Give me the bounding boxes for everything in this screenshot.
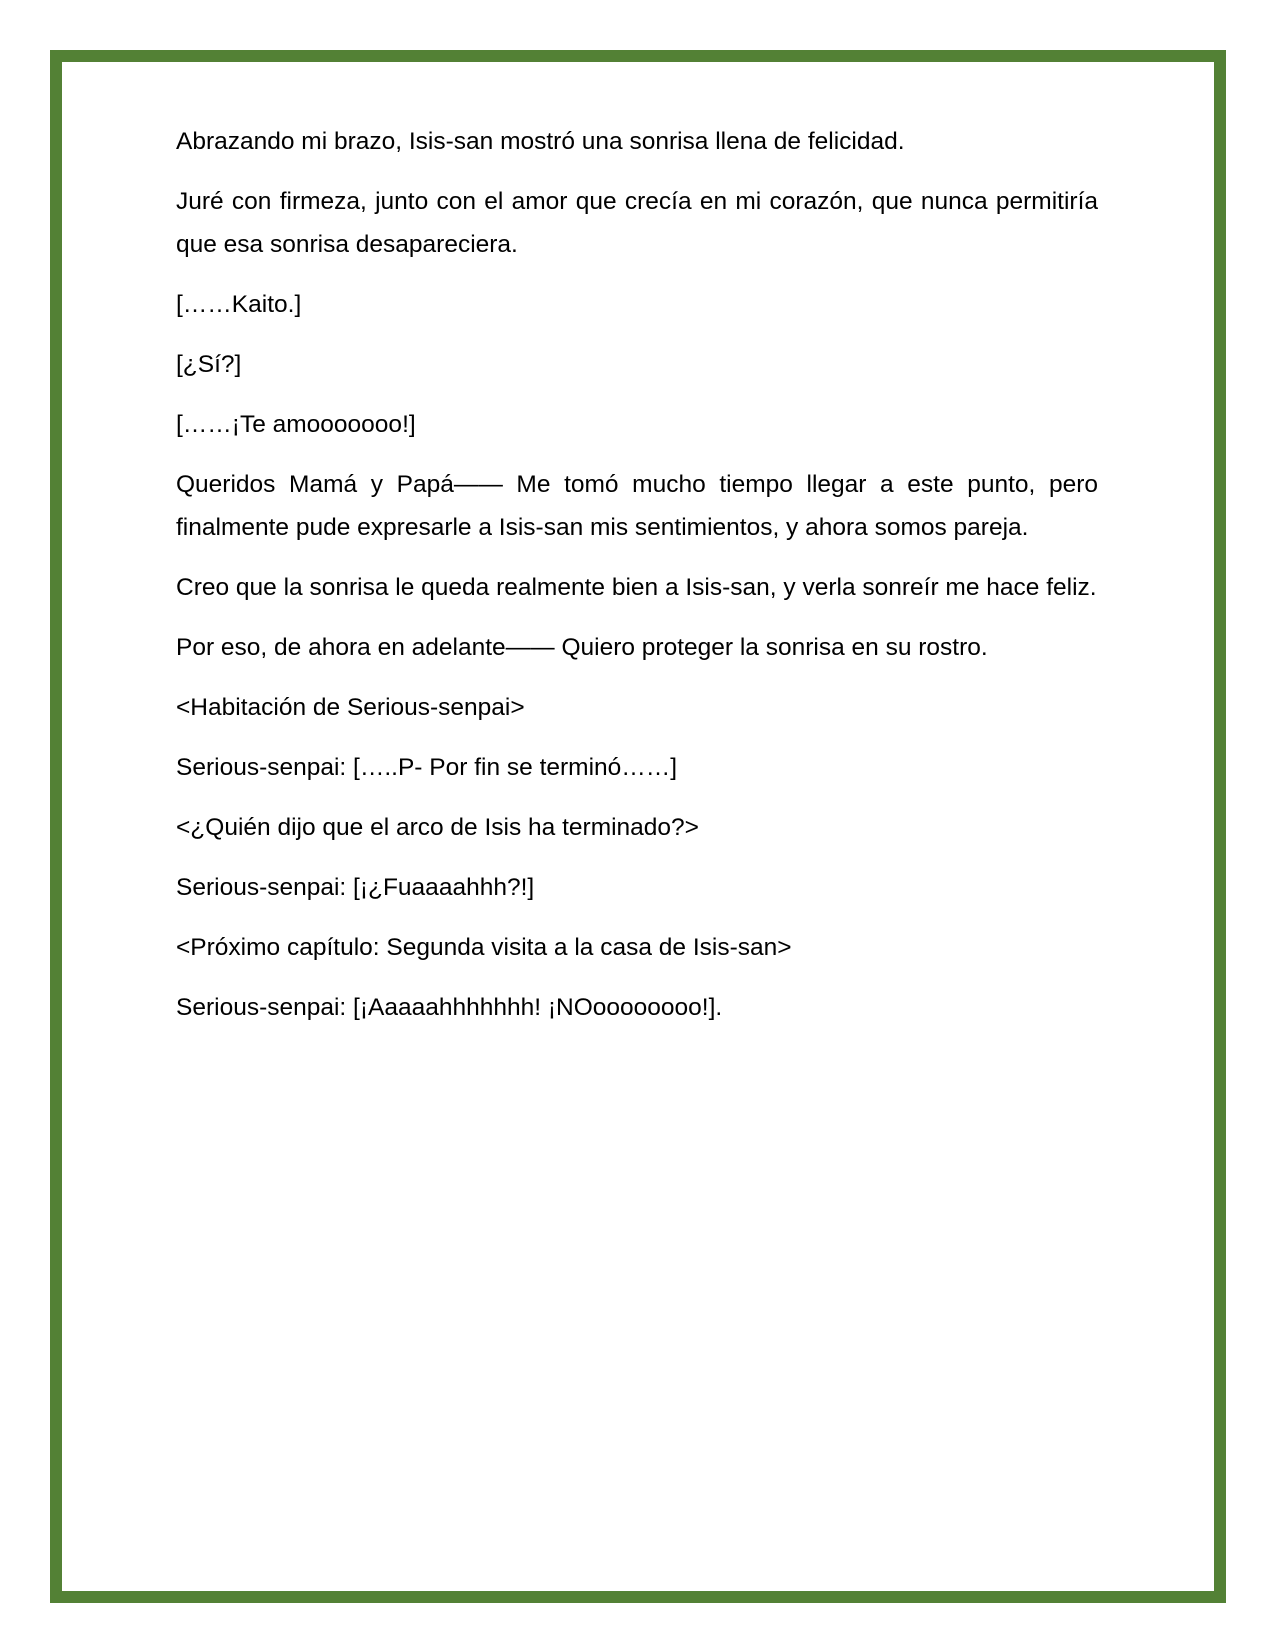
paragraph: Por eso, de ahora en adelante—— Quiero proteger la sonrisa en su rostro. bbox=[176, 634, 988, 661]
paragraph: Abrazando mi brazo, Isis-san mostró una sonrisa llena de felicidad. bbox=[176, 128, 905, 155]
paragraph: Juré con firmeza, junto con el amor que crecía en mi corazón, que nunca permitiría que esa sonrisa desapareciera. bbox=[176, 188, 1098, 258]
scene-heading: <Próximo capítulo: Segunda visita a la casa de Isis-san> bbox=[176, 934, 792, 961]
scene-heading: <¿Quién dijo que el arco de Isis ha terminado?> bbox=[176, 814, 699, 841]
paragraph: Queridos Mamá y Papá—— Me tomó mucho tiempo llegar a este punto, pero finalmente pude expresarle a Isis-san mis sentimientos, y ahora somos pareja. bbox=[176, 471, 1098, 541]
dialogue-line: Serious-senpai: [¡¿Fuaaaahhh?!] bbox=[176, 874, 535, 901]
dialogue-line: [……Kaito.] bbox=[176, 291, 302, 318]
dialogue-line: Serious-senpai: […..P- Por fin se terminó……] bbox=[176, 754, 678, 781]
dialogue-line: [……¡Te amooooooo!] bbox=[176, 411, 416, 438]
dialogue-line: Serious-senpai: [¡Aaaaahhhhhhh! ¡NOoooooooo!]. bbox=[176, 994, 723, 1021]
dialogue-line: [¿Sí?] bbox=[176, 351, 242, 378]
document-body bbox=[176, 120, 1098, 1046]
paragraph: Creo que la sonrisa le queda realmente bien a Isis-san, y verla sonreír me hace feliz. bbox=[176, 574, 1097, 601]
scene-heading: <Habitación de Serious-senpai> bbox=[176, 694, 525, 721]
